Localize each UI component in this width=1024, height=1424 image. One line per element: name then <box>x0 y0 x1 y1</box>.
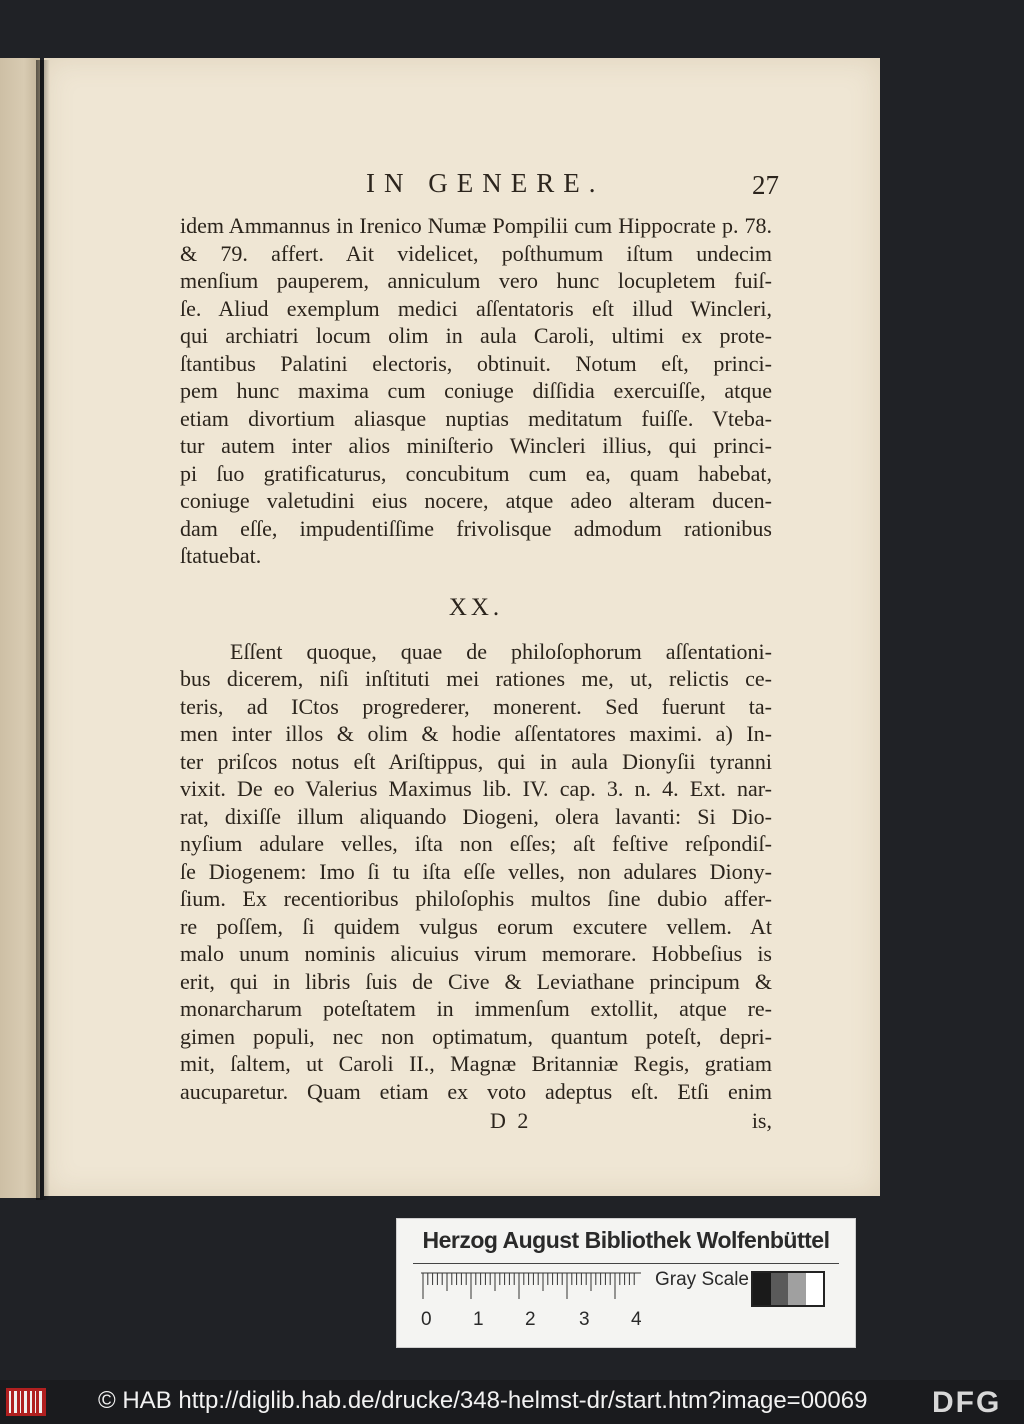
text-line: vixit. De eo Valerius Maximus lib. IV. cap. 3. n. 4. Ext. nar- <box>180 776 772 801</box>
text-line: ſium. Ex recentioribus philoſophis multos ſine dubio affer- <box>180 886 772 911</box>
barcode-icon <box>6 1388 46 1416</box>
page-footer-line <box>180 1107 772 1135</box>
text-line: ſe. Aliud exemplum medici aſſentatoris eſt illud Wincleri, <box>180 295 772 321</box>
text-line: mit, ſaltem, ut Caroli II., Magnæ Britanniæ Regis, gratiam <box>180 1051 772 1076</box>
text-line: ter priſcos notus eſt Ariſtippus, qui in aula Dionyſii tyranni <box>180 748 772 774</box>
card-divider <box>413 1263 839 1264</box>
viewer-footer <box>0 1380 1024 1424</box>
attribution-link[interactable]: © HAB http://diglib.hab.de/drucke/348-helmst-dr/start.htm?image=00069 <box>98 1387 868 1414</box>
text-line: qui archiatri locum olim in aula Caroli, ultimi ex prote- <box>180 323 772 348</box>
text-line: ſtantibus Palatini electoris, obtinuit. Notum eſt, princi- <box>180 350 772 376</box>
library-name: Herzog August Bibliothek Wolfenbüttel <box>422 1227 830 1253</box>
text-line: pi ſuo gratificaturus, concubitum cum ea, quam habebat, <box>180 460 772 486</box>
text-line: menſium pauperem, anniculum vero hunc locupletem fuiſ- <box>180 268 772 293</box>
text-line: monarcharum poteſtatem in immenſum extollit, atque re- <box>180 996 772 1021</box>
text-line: teris, ad ICtos progrederer, monerent. Sed fuerunt ta- <box>180 693 772 719</box>
paragraph-2 <box>180 638 772 1106</box>
main-text <box>180 212 772 1135</box>
text-line: idem Ammannus in Irenico Numæ Pompilii cum Hippocrate p. 78. <box>180 213 772 238</box>
ruler-number: 4 <box>631 1309 642 1330</box>
ruler-number: 3 <box>579 1309 590 1330</box>
text-line: rat, dixiſſe illum aliquando Diogeni, olera lavanti: Si Dio- <box>180 803 772 829</box>
gutter-shadow <box>36 60 50 1200</box>
text-line: nyſium adulare velles, iſta non eſſes; aſt feſtive reſpondiſ- <box>180 831 772 856</box>
previous-page-edge <box>0 58 40 1198</box>
ruler-scale-icon <box>421 1271 641 1301</box>
dfg-logo: DFG <box>932 1386 1002 1419</box>
paragraph-1 <box>180 212 772 570</box>
ruler-number: 2 <box>525 1309 536 1330</box>
text-line: re poſſem, ſi quidem vulgus eorum excutere vellem. At <box>180 913 772 939</box>
gray-step <box>788 1273 806 1305</box>
signature-mark: D 2 <box>490 1108 532 1133</box>
text-line: & 79. affert. Ait videlicet, poſthumum iſtum undecim <box>180 240 772 266</box>
ruler-number: 0 <box>421 1309 432 1330</box>
color-calibration-card <box>396 1218 856 1348</box>
catchword: is, <box>751 1108 772 1133</box>
text-line: erit, qui in libris ſuis de Cive & Leviathane principum & <box>180 968 772 994</box>
text-line: ſtatuebat. <box>180 543 262 568</box>
ruler-numbers <box>415 1309 655 1333</box>
text-line: tur autem inter alios miniſterio Wincleri illius, qui princi- <box>180 433 772 458</box>
page-number: 27 <box>752 170 779 200</box>
text-line: pem hunc maxima cum coniuge diſſidia exercuiſſe, atque <box>180 378 772 403</box>
text-line: aucuparetur. Quam etiam ex voto adeptus eſt. Etſi enim <box>180 1078 772 1104</box>
text-line: etiam divortium aliasque nuptias meditatum fuiſſe. Vteba- <box>180 405 772 431</box>
text-line: malo unum nominis alicuius virum memorare. Hobbeſius is <box>180 941 772 966</box>
running-head: IN GENERE. <box>366 168 605 198</box>
gray-scale-bar <box>751 1271 825 1307</box>
gray-scale-label: Gray Scale <box>655 1269 749 1290</box>
text-line: ſe Diogenem: Imo ſi tu iſta eſſe velles, non adulares Diony- <box>180 858 772 884</box>
text-line: dam eſſe, impudentiſſime frivolisque admodum rationibus <box>180 515 772 541</box>
gray-step <box>806 1273 824 1305</box>
text-line: bus dicerem, niſi inſtituti mei rationes me, ut, relictis ce- <box>180 666 772 691</box>
text-line: gimen populi, nec non optimatum, quantum poteſt, depri- <box>180 1023 772 1049</box>
gray-step <box>753 1273 771 1305</box>
text-line: Eſſent quoque, quae de philoſophorum aſſentationi- <box>230 638 772 664</box>
text-line: men inter illos & olim & hodie aſſentatores maximi. a) In- <box>180 721 772 746</box>
text-line: coniuge valetudini eius nocere, atque adeo alteram ducen- <box>180 488 772 513</box>
section-heading: XX. <box>448 593 504 621</box>
ruler-number: 1 <box>473 1309 484 1330</box>
gray-step <box>771 1273 789 1305</box>
